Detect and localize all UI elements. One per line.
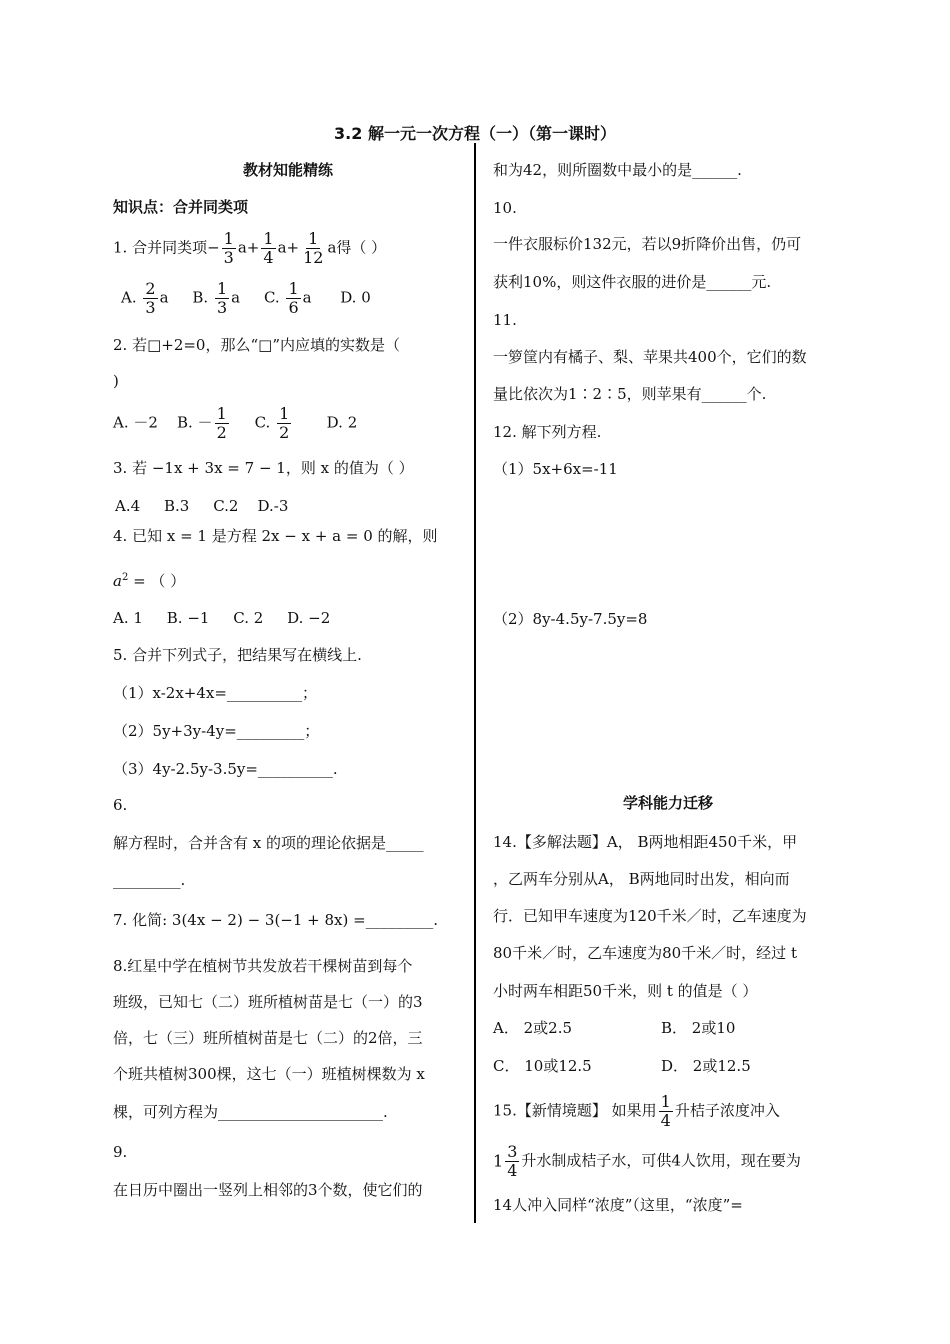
question-4: 4. 已知 x = 1 是方程 2x − x + a = 0 的解，则 xyxy=(113,527,438,545)
question-14-options-ab: A． 2或2.5 B． 2或10 xyxy=(493,1019,736,1037)
question-10: 一件衣服标价132元，若以9折降价出售，仍可 xyxy=(493,235,802,253)
question-12-part-1: （1）5x+6x=-11 xyxy=(493,460,618,478)
question-15-line-3: 14人冲入同样“浓度”（这里，“浓度”= xyxy=(493,1196,743,1214)
fraction: $\frac{1}{12}$ xyxy=(303,229,324,267)
question-9-cont: 和为42，则所圈数中最小的是______. xyxy=(493,161,742,179)
question-6: 解方程时，合并含有 x 的项的理论依据是_____ xyxy=(113,834,424,852)
question-8-line-3: 倍，七（三）班所植树苗是七（二）的2倍，三 xyxy=(113,1029,423,1047)
question-12: 12. 解下列方程. xyxy=(493,423,602,441)
fraction: $\frac{1}{4}$ xyxy=(263,229,274,267)
question-3: 3. 若 −1x + 3x = 7 − 1，则 x 的值为（ ） xyxy=(113,459,414,477)
question-11-number: 11. xyxy=(493,311,517,329)
fraction: $\frac{1}{3}$ xyxy=(223,229,234,267)
question-5-part-3: （3）4y-2.5y-3.5y=__________. xyxy=(113,760,338,778)
question-1-options: A. $\frac{2}{3}$ a B. $\frac{1}{3}$ a C. $\frac{1}{6}$ a D. 0 xyxy=(121,279,371,317)
knowledge-point: 知识点：合并同类项 xyxy=(113,198,249,216)
question-10-cont: 获利10%，则这件衣服的进价是______元. xyxy=(493,273,772,291)
question-14-options-cd: C． 10或12.5 D． 2或12.5 xyxy=(493,1057,751,1075)
question-6-cont: _________. xyxy=(113,871,186,889)
question-14: 14.【多解法题】A， B两地相距450千米，甲 xyxy=(493,833,798,851)
question-8-line-2: 班级，已知七（二）班所植树苗是七（一）的3 xyxy=(113,993,423,1011)
question-14-line-3: 行．已知甲车速度为120千米／时，乙车速度为 xyxy=(493,907,807,925)
question-9-number: 9. xyxy=(113,1143,128,1161)
question-10-number: 10. xyxy=(493,199,517,217)
question-11: 一箩筐内有橘子、梨、苹果共400个，它们的数 xyxy=(493,348,807,366)
question-6-number: 6. xyxy=(113,796,128,814)
question-8-line-5: 棵，可列方程为______________________. xyxy=(113,1103,388,1121)
question-4-options: A. 1 B. −1 C. 2 D. −2 xyxy=(113,609,331,627)
question-14-line-2: ，乙两车分别从A， B两地同时出发，相向而 xyxy=(493,870,790,888)
question-3-options: A.4 B.3 C.2 D.-3 xyxy=(115,497,289,515)
question-5: 5. 合并下列式子，把结果写在横线上. xyxy=(113,646,362,664)
question-14-line-4: 80千米／时，乙车速度为80千米／时，经过 t xyxy=(493,944,797,962)
question-2: 2. 若□+2=0，那么“□”内应填的实数是（ xyxy=(113,336,400,354)
column-divider xyxy=(474,143,476,1223)
question-15-line-2: 1 $\frac{3}{4}$ 升水制成桔子水，可供4人饮用，现在要为 xyxy=(493,1142,801,1180)
question-2-options: A. －2 B. － $\frac{1}{2}$ C. $\frac{1}{2}$ D. 2 xyxy=(113,404,358,442)
question-5-part-1: （1）x-2x+4x=__________； xyxy=(113,684,317,702)
question-5-part-2: （2）5y+3y-4y=_________； xyxy=(113,722,320,740)
question-8-line-4: 个班共植树300棵，这七（一）班植树棵数为 x xyxy=(113,1065,425,1083)
question-9: 在日历中圈出一竖列上相邻的3个数，使它们的 xyxy=(113,1181,423,1199)
question-4-cont: $a^2$ = （ ） xyxy=(113,572,186,590)
question-8: 8.红星中学在植树节共发放若干棵树苗到每个 xyxy=(113,957,413,975)
question-12-part-2: （2）8y-4.5y-7.5y=8 xyxy=(493,610,648,628)
question-14-line-5: 小时两车相距50千米，则 t 的值是（ ） xyxy=(493,982,758,1000)
question-11-cont: 量比依次为1∶2∶5，则苹果有______个. xyxy=(493,385,767,403)
page-title: 3.2 解一元一次方程（一）（第一课时） xyxy=(334,124,616,143)
question-15: 15.【新情境题】 如果用 $\frac{1}{4}$ 升桔子浓度冲入 xyxy=(493,1092,780,1130)
question-7: 7. 化简: 3(4x − 2) − 3(−1 + 8x) =_________. xyxy=(113,911,438,929)
section-title-practice: 教材知能精练 xyxy=(242,161,333,179)
question-1: 1. 合并同类项− $\frac{1}{3}$ a+ $\frac{1}{4}$ a+ $\frac{1}{12}$ a得（ ） xyxy=(113,229,387,267)
section-title-transfer: 学科能力迁移 xyxy=(622,794,713,812)
question-2-cont: ) xyxy=(113,372,119,390)
